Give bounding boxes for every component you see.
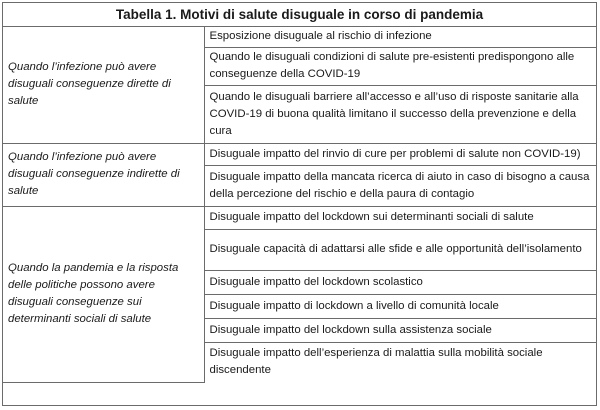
table-cell: Disuguale impatto della mancata ricerca di aiuto in caso di bisogno a causa della percezione del rischio e della paura di contagio	[204, 165, 596, 206]
table-cell: Quando le disuguali barriere all’accesso e all’uso di risposte sanitarie alla COVID-19 di buona qualità limitano il successo della prevenzione e della cura	[204, 85, 596, 143]
table-row	[3, 27, 596, 47]
table-cell: Quando le disuguali condizioni di salute pre-esistenti predispongono alle conseguenze della COVID-19	[204, 47, 596, 85]
category-indirect-consequences: Quando l’infezione può avere disuguali conseguenze indirette di salute	[3, 143, 204, 206]
table-cell: Disuguale impatto del rinvio di cure per problemi di salute non COVID-19)	[204, 143, 596, 165]
table-cell: Esposizione disuguale al rischio di infezione	[204, 27, 596, 47]
table-row	[3, 143, 596, 165]
reasons-table	[3, 27, 596, 383]
table-frame	[2, 2, 597, 406]
table-row	[3, 206, 596, 229]
table-cell: Disuguale impatto di lockdown a livello di comunità locale	[204, 294, 596, 318]
category-social-determinants: Quando la pandemia e la risposta delle politiche possono avere disuguali conseguenze sui determinanti sociali di salute	[3, 206, 204, 382]
table-cell: Disuguale impatto del lockdown scolastico	[204, 270, 596, 294]
category-direct-consequences: Quando l’infezione può avere disuguali conseguenze dirette di salute	[3, 27, 204, 143]
table-cell: Disuguale impatto del lockdown sui determinanti sociali di salute	[204, 206, 596, 229]
table-cell: Disuguale capacità di adattarsi alle sfide e alle opportunità dell’isolamento	[204, 229, 596, 270]
table-cell: Disuguale impatto del lockdown sulla assistenza sociale	[204, 318, 596, 342]
table-cell: Disuguale impatto dell’esperienza di malattia sulla mobilità sociale discendente	[204, 342, 596, 382]
table-title: Tabella 1. Motivi di salute disuguale in corso di pandemia	[3, 3, 596, 27]
